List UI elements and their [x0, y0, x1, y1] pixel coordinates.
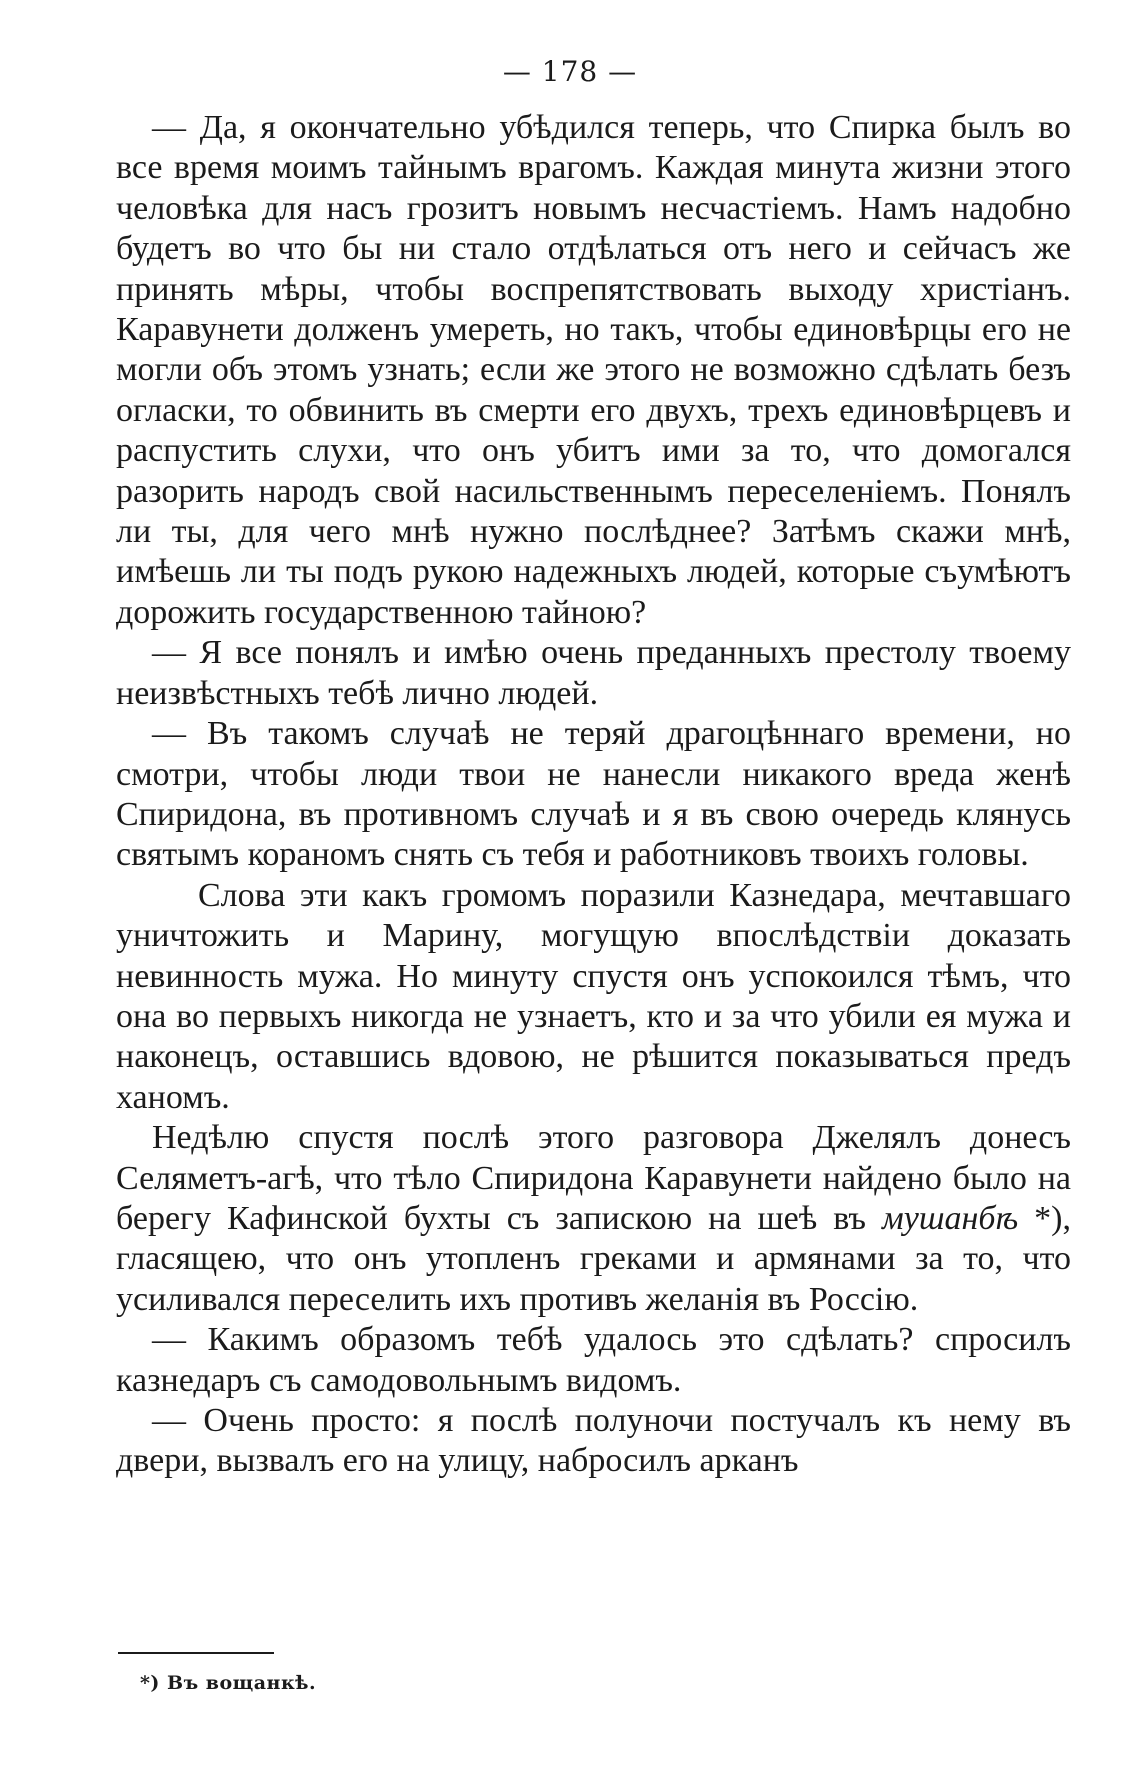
footnote: *) Въ вощанкѣ. [140, 1672, 317, 1694]
paragraph-5 [116, 1118, 1071, 1320]
footnote-divider [118, 1652, 274, 1654]
page-number: — 178 — [502, 55, 638, 88]
paragraph-5-italic-word: мушанбѣ [882, 1199, 1019, 1237]
paragraph-7: — Очень просто: я послѣ полуночи постучалъ къ нему въ двери, вызвалъ его на улицу, набросилъ арканъ [116, 1402, 1071, 1480]
paragraph-5-text-start: Недѣлю спустя послѣ этого разговора Джелялъ донесъ Селяметъ-агѣ, что тѣло Спиридона Каравунети найдено было на берегу Кафинской бухты съ запискою на шеѣ въ [116, 1119, 1071, 1237]
paragraph-2: — Я все понялъ и имѣю очень преданныхъ престолу твоему неизвѣстныхъ тебѣ лично людей. [116, 634, 1071, 712]
paragraph-1: — Да, я окончательно убѣдился теперь, что Спирка былъ во все время моимъ тайнымъ врагомъ. Каждая минута жизни этого человѣка для насъ грозитъ новымъ несчастіемъ. Намъ надобно будетъ во что бы ни стало отдѣлаться отъ него и сейчасъ же принять мѣры, чтобы воспрепятствовать выходу христіанъ. Каравунети долженъ умереть, но такъ, чтобы единовѣрцы его не могли объ этомъ узнать; если же этого не возможно сдѣлать безъ огласки, то обвинить въ смерти его двухъ, трехъ единовѣрцевъ и распустить слухи, что онъ убитъ ими за то, что домогался разорить народъ свой насильственнымъ переселеніемъ. Понялъ ли ты, для чего мнѣ нужно послѣднее? Затѣмъ скажи мнѣ, имѣешь ли ты подъ рукою надежныхъ людей, которые съумѣютъ дорожить государственною тайною? [116, 109, 1071, 631]
paragraph-5-text-end: *), гласящею, что онъ утопленъ греками и армянами за то, что усиливался переселить ихъ противъ желанія въ Россію. [116, 1199, 1071, 1318]
paragraph-4: Слова эти какъ громомъ поразили Казнедара, мечтавшаго уничтожить и Марину, могущую впослѣдствіи доказать невинность мужа. Но минуту спустя онъ успокоился тѣмъ, что она во первыхъ никогда не узнаетъ, кто и за что убили ея мужа и наконецъ, оставшись вдовою, не рѣшится показываться предъ ханомъ. [116, 876, 1071, 1116]
paragraph-3: — Въ такомъ случаѣ не теряй драгоцѣннаго времени, но смотри, чтобы люди твои не нанесли никакого вреда женѣ Спиридона, въ противномъ случаѣ и я въ свою очередь клянусь святымъ кораномъ снять съ тебя и работниковъ твоихъ головы. [116, 715, 1071, 874]
main-text [116, 108, 1071, 1482]
paragraph-6: — Какимъ образомъ тебѣ удалось это сдѣлать? спросилъ казнедаръ съ самодовольнымъ видомъ. [116, 1321, 1071, 1399]
